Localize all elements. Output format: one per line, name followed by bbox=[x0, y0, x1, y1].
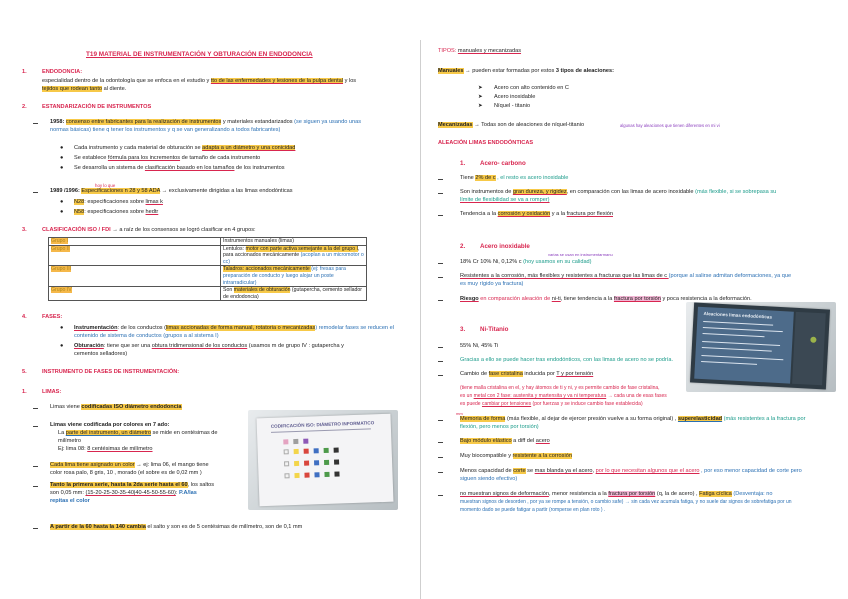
dash-bullet bbox=[438, 375, 443, 376]
slide-text-line bbox=[703, 321, 773, 326]
niti-line9c: momento dado se puede fatigar a partir (romperse en plan roto ) . bbox=[460, 507, 606, 513]
standard-bullet-1: Cada instrumento y cada material de obturación se adapta a un diámetro y una conicidad bbox=[74, 145, 296, 151]
standard-bullet-3: Se desarrolla un sistema de clasificación basado en los tamaños de los instrumentos bbox=[74, 165, 285, 171]
spec-n28: N28: especificaciones sobre limas k bbox=[74, 199, 163, 205]
slide-text-line bbox=[702, 347, 772, 352]
phase-obturation-line1: Obturación: tiene que ser una obtura tridimensional de los conductos (usamos m de grupo IV : gutapercha y bbox=[74, 343, 344, 349]
dash-bullet bbox=[438, 361, 443, 362]
niti-line5b: flexión, pero menos por torsión) bbox=[460, 424, 539, 430]
slide-photo bbox=[248, 410, 398, 510]
alloy-3-title: Ni-Titanio bbox=[480, 326, 509, 333]
dash-bullet bbox=[438, 472, 443, 473]
description-cell: Taladros: accionados mecánicamente (ej: fresas para preparación de conducto y luego alojar un poste intrarradicular) bbox=[221, 266, 367, 287]
alloy-item: Acero con alto contenido en C bbox=[494, 85, 569, 91]
limas-line2-unit: milímetro bbox=[58, 438, 81, 444]
slide-text-line bbox=[702, 341, 780, 346]
dash-bullet bbox=[438, 263, 443, 264]
limas-line4: Tanto la primera serie, hasta la 2da serie hasta el 60, los saltos bbox=[50, 482, 215, 488]
bullet-dot: ● bbox=[60, 145, 64, 151]
niti-line3: Cambio de fase cristalina inducida por T y por tensión bbox=[460, 371, 594, 377]
handwritten-note: varias se usan en instrumentarmanu bbox=[548, 252, 613, 257]
page-divider bbox=[420, 40, 421, 599]
color-swatch bbox=[294, 461, 299, 466]
niti-line7: Muy biocompatible y resistente a la corrosión bbox=[460, 453, 572, 459]
section-4-title: FASES: bbox=[42, 314, 63, 320]
niti-line8: Menos capacidad de corte se mas blanda ya el acero, por lo que necesitan algunos que el acero , por eso menor capacidad de corte pero bbox=[460, 468, 802, 474]
niti-line4a: (tiene malla cristalina en el, y hay átomos de ti y ni, y es permite cambio de fase cristalina, bbox=[460, 385, 660, 391]
description-cell: Instrumentos manuales (limas) bbox=[221, 238, 367, 246]
dash-bullet bbox=[438, 179, 443, 180]
alloy-item: Acero inoxidable bbox=[494, 94, 536, 100]
projected-slide bbox=[690, 302, 830, 389]
color-swatch bbox=[293, 439, 298, 444]
description-cell: Son materiales de obturación (gutapercha, cemento sellador de endodoncia) bbox=[221, 287, 367, 301]
bullet-dot: ● bbox=[60, 165, 64, 171]
section-1-title: ENDODONCIA: bbox=[42, 69, 83, 75]
table-row bbox=[49, 287, 367, 301]
alloy-2-title: Acero inoxidable bbox=[480, 243, 530, 250]
dash-bullet bbox=[438, 495, 443, 496]
dash-bullet bbox=[33, 408, 38, 409]
niti-line6: Bajo módulo elástico a diff del acero bbox=[460, 438, 550, 444]
color-swatch bbox=[304, 473, 309, 478]
section-2-title: ESTANDARIZACIÓN DE INSTRUMENTOS bbox=[42, 104, 152, 110]
acero-carbono-line1: Tiene 2% de c , el resto es acero inoxidable bbox=[460, 175, 569, 181]
color-swatch bbox=[294, 449, 299, 454]
section-1-text-line1: especialidad dentro de la odontología que se enfoca en el estudio y tto de las enfermedades y lesiones de la pulpa dental y los bbox=[42, 78, 357, 84]
acero-inox-line3: Riesgo en comparación aleación de ni-ti, tiene tendencia a la fractura por torsión y poca resistencia a la deformación. bbox=[460, 296, 752, 302]
manuales-line: Manuales → pueden estar formadas por estos 3 tipos de aleaciones: bbox=[438, 68, 614, 74]
slide-title: Aleaciones limas endodónticas bbox=[703, 311, 773, 320]
color-swatch bbox=[284, 449, 289, 454]
alloy-item: Níquel - titanio bbox=[494, 103, 531, 109]
section-1-text-line2: tejidos que rodean tanto al diente. bbox=[42, 86, 127, 92]
standard-1989-line: 1989 /1996: Especificaciones n 28 y 58 ADA → exclusivamente dirigidas a las limas endodónticas bbox=[50, 188, 293, 194]
dash-bullet bbox=[438, 457, 443, 458]
alloy-2-number: 2. bbox=[460, 243, 466, 250]
limas-line2-text: La parte del instrumento, un diámetro se mide en centésimas de bbox=[58, 430, 218, 436]
color-swatch bbox=[334, 448, 339, 453]
bullet-dot: ● bbox=[60, 209, 64, 215]
standard-1958-line1: 1958: consenso entre fabricantes para la realización de instrumentos y materiales estandarizados (se siguen ya usando unas bbox=[50, 119, 361, 125]
handwritten-note: mm bbox=[456, 411, 463, 416]
dash-bullet bbox=[438, 193, 443, 194]
table-row bbox=[49, 266, 367, 287]
slide-text-line bbox=[703, 327, 783, 332]
alloy-3-number: 3. bbox=[460, 326, 466, 333]
dash-bullet bbox=[33, 426, 38, 427]
phase-instrumentation-line2: contenido de sistema de conductos (grupos a al sistema I) bbox=[74, 333, 219, 339]
dash-bullet bbox=[33, 192, 38, 193]
phase-obturation-line2: cementos selladores) bbox=[74, 351, 128, 357]
niti-line2: Gracias a ello se puede hacer tras endodónticos, con las limas de acero no se podría. bbox=[460, 357, 673, 363]
color-swatch bbox=[284, 461, 289, 466]
bullet-dot: ● bbox=[60, 199, 64, 205]
handwritten-note: hoy lo que bbox=[95, 183, 116, 188]
standard-bullet-2: Se establece fórmula para los incrementos de tamaño de cada instrumento bbox=[74, 155, 261, 161]
alloy-1-number: 1. bbox=[460, 160, 466, 167]
tipos-line: TIPOS: manuales y mecanizadas bbox=[438, 48, 522, 54]
color-swatch bbox=[314, 460, 319, 465]
group-cell: Grupo II bbox=[49, 245, 221, 266]
color-swatch bbox=[304, 461, 309, 466]
section-1-number: 1. bbox=[22, 69, 27, 75]
table-row bbox=[49, 238, 367, 246]
color-swatch bbox=[324, 448, 329, 453]
iso-groups-table bbox=[48, 237, 367, 301]
spec-n58: N58: especificaciones sobre hedtr bbox=[74, 209, 159, 215]
arrow-bullet-icon: ➤ bbox=[478, 103, 483, 109]
color-swatch bbox=[304, 449, 309, 454]
table-row bbox=[49, 245, 367, 266]
niti-line4b: es un metal con 2 fase: austenita y martensita y va ni temperatura → cada una de esas fases bbox=[460, 393, 667, 399]
section-2-number: 2. bbox=[22, 104, 27, 110]
acero-carbono-line2b: límite de flexibilidad se va a romper) bbox=[460, 197, 550, 203]
color-swatch bbox=[283, 439, 288, 444]
section-4-number: 4. bbox=[22, 314, 27, 320]
document-page-left bbox=[0, 0, 420, 599]
dash-bullet bbox=[33, 486, 38, 487]
bullet-dot: ● bbox=[60, 325, 64, 331]
dash-bullet bbox=[438, 442, 443, 443]
acero-inox-line2: Resistentes a la corrosión, más flexibles y resistentes a fracturas que las limas de c (porque al salirse admitan deformaciones, ya que bbox=[460, 273, 792, 279]
slide-photo bbox=[686, 302, 836, 392]
bullet-dot: ● bbox=[60, 343, 64, 349]
limas-line2-title: Limas viene codificada por colores en 7 ado: bbox=[50, 422, 170, 428]
projected-slide bbox=[257, 414, 394, 507]
dash-bullet bbox=[438, 277, 443, 278]
slide-title: CODIFICACIÓN ISO: DIÁMETRO INFORMATICO bbox=[270, 420, 375, 429]
bullet-dot: ● bbox=[60, 155, 64, 161]
niti-line1: 55% Ni, 45% Ti bbox=[460, 343, 499, 349]
section-3-number: 3. bbox=[22, 227, 27, 233]
handwritten-note: algunas hay aleaciones que tienen diferentes en mi vi bbox=[620, 123, 720, 128]
dash-bullet bbox=[33, 528, 38, 529]
slide-text-line bbox=[701, 355, 783, 360]
color-swatch bbox=[284, 473, 289, 478]
aleacion-title: ALEACIÓN LIMAS ENDODÓNTICAS bbox=[438, 140, 534, 146]
description-cell: Lentulos: motor con parte activa semejante a la del grupo I, para accionados mecánicamente (acoplan a un micromotor o cc) bbox=[221, 245, 367, 266]
color-swatch bbox=[324, 472, 329, 477]
section-5-1-title: LIMAS: bbox=[42, 389, 62, 395]
dash-bullet bbox=[438, 300, 443, 301]
slide-text-line bbox=[703, 333, 765, 337]
phase-instrumentation-line1: Instrumentación: de los conductos (limas accionadas de forma manual, rotatoria o mecanizadas) remodelar fases se reducen el bbox=[74, 325, 394, 331]
limas-line2-example: Ej: lima 08: 8 centésimas de milímetro bbox=[58, 446, 153, 452]
slide-rule bbox=[271, 428, 371, 432]
dash-bullet bbox=[438, 215, 443, 216]
standard-1958-line2: normas básicas) tiene q tener los instrumentos y q se van generalizando a todos fabricantes) bbox=[50, 127, 281, 133]
dash-bullet bbox=[33, 466, 38, 467]
arrow-bullet-icon: ➤ bbox=[478, 85, 483, 91]
niti-line8b: siguen siendo efectivo) bbox=[460, 476, 518, 482]
color-swatch bbox=[314, 448, 319, 453]
color-swatch bbox=[314, 472, 319, 477]
group-cell: Grupo I bbox=[49, 238, 221, 246]
document-page-right bbox=[424, 0, 848, 599]
color-swatch bbox=[334, 460, 339, 465]
niti-line4c: es puede cambiar por tensiones (por fuerzas y se induce cambio fase establecida) bbox=[460, 401, 643, 407]
limas-line3b: color rosa palo, 8 gris, 10 , morado (el sobre es de 0,02 mm ) bbox=[50, 470, 202, 476]
section-5-1-number: 1. bbox=[22, 389, 27, 395]
color-swatch bbox=[303, 439, 308, 444]
limas-line5: A partir de la 60 hasta la 140 cambia el salto y son es de 5 centésimas de milímetro, son de 0,1 mm bbox=[50, 524, 303, 530]
acero-carbono-line2: Son instrumentos de gran dureza, y rigidez, en comparación con las limas de acero inoxidable (más flexible, si se sobrepasa su bbox=[460, 189, 777, 195]
section-5-number: 5. bbox=[22, 369, 27, 375]
dash-bullet bbox=[438, 347, 443, 348]
dash-bullet bbox=[33, 123, 38, 124]
document-title: T19 MATERIAL DE INSTRUMENTACIÓN Y OBTURACIÓN EN ENDODONCIA bbox=[86, 51, 313, 58]
section-5-title: INSTRUMENTO DE FASES DE INSTRUMENTACIÓN: bbox=[42, 369, 180, 375]
color-swatch bbox=[334, 472, 339, 477]
group-cell: Grupo III bbox=[49, 266, 221, 287]
slide-text-line bbox=[701, 361, 757, 365]
section-3-heading: CLASIFICACIÓN ISO / FDI → a raíz de los consensos se logró clasificar en 4 grupos: bbox=[42, 227, 256, 233]
acero-inox-line2b: es muy rígido ya fractura) bbox=[460, 281, 524, 287]
color-swatch bbox=[294, 473, 299, 478]
slide-side-panel bbox=[792, 312, 826, 385]
niti-line5: Memoria de forma (más flexible, al dejar de ejercer presión vuelve a su forma original) , superelasticidad (más resistentes a la fractura por bbox=[460, 416, 806, 422]
niti-line9b: muestran signos de desorden , por ya se rompe a tensión, o cambio safe) → sin cada vez acumula fatiga, y no suele dar signos de sobrefatiga por un bbox=[460, 499, 792, 505]
limas-line1: Limas viene codificadas ISO diámetro endodoncia bbox=[50, 404, 182, 410]
limas-line3: Cada lima tiene asignado un color → ej: lima 06, el mango tiene bbox=[50, 462, 209, 468]
alloy-1-title: Acero- carbono bbox=[480, 160, 526, 167]
color-swatch bbox=[324, 460, 329, 465]
limas-line4c: repitas el color bbox=[50, 498, 90, 504]
arrow-bullet-icon: ➤ bbox=[478, 94, 483, 100]
dash-bullet bbox=[438, 420, 443, 421]
mecanizadas-line: Mecanizadas → Todas son de aleaciones de níquel-titanio bbox=[438, 122, 585, 128]
limas-line4b: son 0,05 mm: (15-20-25-30-35-40|40-45-50-55-60): P.A/las bbox=[50, 490, 197, 496]
acero-inox-line1: 18% Cr 10% Ni, 0,12% c (hoy usamos en su calidad) bbox=[460, 259, 592, 265]
slide-content-panel bbox=[694, 307, 794, 384]
niti-line9: no muestran signos de deformación, menor resistencia a la fractura por torsión (q, la de acero) , Fatiga cíclica (Desventaja: no bbox=[460, 491, 773, 497]
acero-carbono-line3: Tendencia a la corrosión y oxidación y a la fractura por flexión bbox=[460, 211, 613, 217]
group-cell: Grupo IV bbox=[49, 287, 221, 301]
